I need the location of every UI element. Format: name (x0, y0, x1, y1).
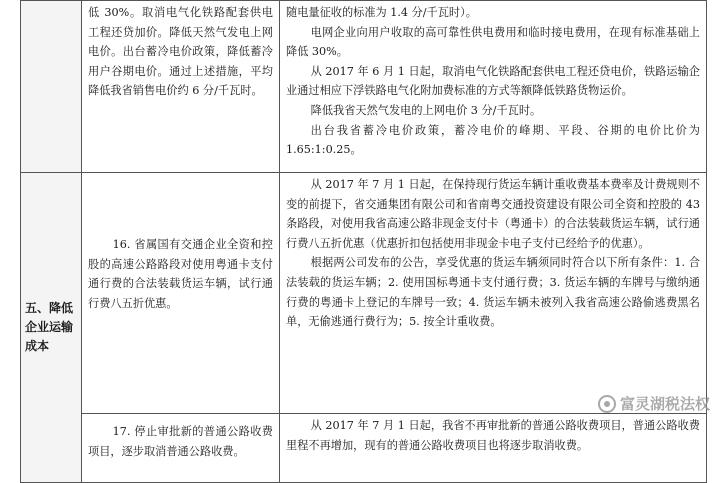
measure-text: 17. 停止审批新的普通公路收费项目，逐步取消普通公路收费。 (88, 425, 273, 458)
table-row (21, 414, 707, 483)
category-heading: 五、降低企业运输成本 (21, 173, 82, 483)
detail-cell (280, 414, 707, 483)
detail-paragraph: 随电量征收的标准为 1.4 分/千瓦时）。 (286, 6, 477, 19)
detail-cell (280, 1, 707, 173)
detail-cell (280, 173, 707, 414)
detail-paragraph: 出台我省蓄冷电价政策，蓄冷电价的峰期、平段、谷期的电价比价为 1.65:1:0.25。 (286, 123, 700, 157)
measure-cell (82, 1, 280, 173)
table-row (21, 1, 707, 173)
measure-text: 低 30%。取消电气化铁路配套供电工程还贷加价。降低天然气发电上网电价。出台蓄冷电价政策，降低蓄冷用户谷期电价。通过上述措施，平均降低我省销售电价约 6 分/千瓦时。 (88, 6, 273, 98)
detail-paragraph: 电网企业向用户收取的高可靠性供电费用和临时接电费用，在现有标准基础上降低 30%。 (286, 25, 700, 59)
table-row (21, 173, 707, 414)
watermark (598, 393, 710, 414)
detail-paragraph: 根据两公司发布的公告，享受优惠的货运车辆须同时符合以下所有条件：1. 合法装载的货运车辆；2. 使用国标粤通卡支付通行费；3. 货运车辆的车牌号与缴纳通行费的粤通卡上登记的车牌号一致；4. 货运车辆未被列入我省高速公路偷逃费黑名单，无偷逃通行费行为；5. 按全计重收费。 (286, 256, 700, 329)
measure-cell (82, 414, 280, 483)
detail-paragraph: 从 2017 年 7 月 1 日起，在保持现行货运车辆计重收费基本费率及计费规则不变的前提下，省交通集团有限公司和省南粤交通投资建设有限公司全资和控股的 43 条路段，对使用我省高速公路非现金支付卡（粤通卡）的合法装载货运车辆，试行通行费八五折优惠（优惠折扣包括使用非现金卡电子支付已经给予的优惠）。 (286, 178, 700, 250)
measure-cell (82, 173, 280, 414)
watermark-logo-icon (598, 395, 616, 413)
detail-paragraph: 从 2017 年 6 月 1 日起，取消电气化铁路配套供电工程还贷电价，铁路运输企业通过相应下浮铁路电气化附加费标准的方式等额降低铁路货物运价。 (286, 64, 700, 98)
detail-paragraph: 从 2017 年 7 月 1 日起，我省不再审批新的普通公路收费项目，普通公路收费里程不再增加，现有的普通公路收费项目也将逐步取消收费。 (286, 419, 700, 452)
measure-text: 16. 省属国有交通企业全资和控股的高速公路路段对使用粤通卡支付通行费的合法装载货运车辆，试行通行费八五折优惠。 (88, 238, 273, 310)
detail-paragraph: 降低我省天然气发电的上网电价 3 分/千瓦时。 (310, 103, 542, 117)
category-cell-empty (21, 1, 82, 173)
watermark-text: 富灵湖税法权 (619, 395, 710, 413)
